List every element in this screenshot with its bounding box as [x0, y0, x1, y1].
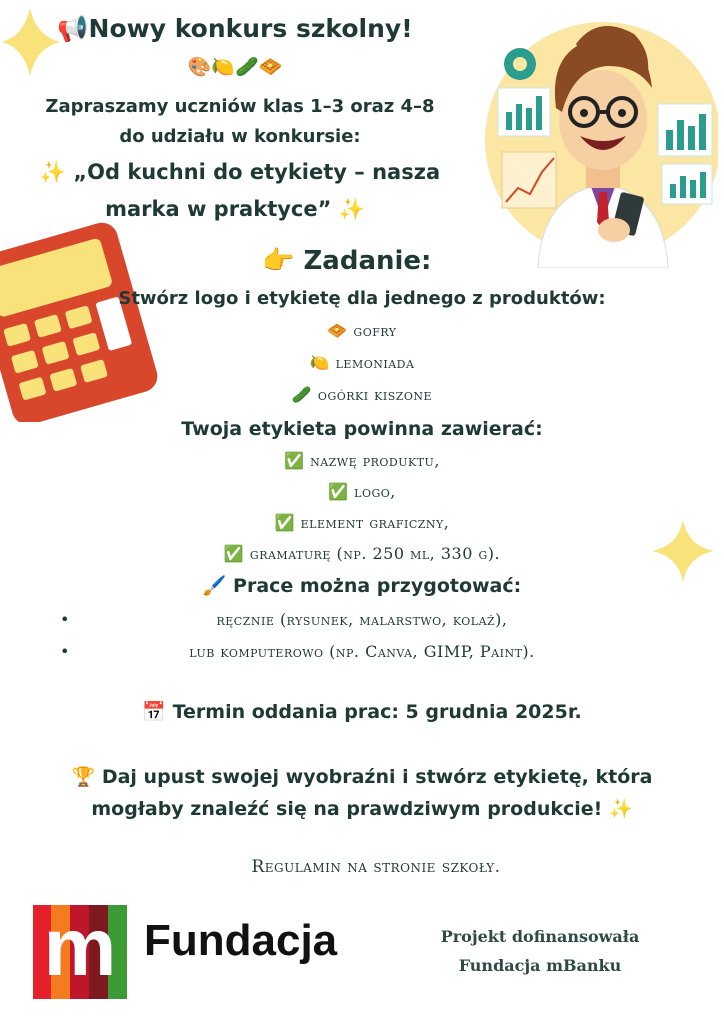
product-item: 🥒 ogórki kiszone: [291, 385, 433, 404]
rules-note: Regulamin na stronie szkoły.: [251, 857, 501, 877]
cucumber-icon: 🥒: [291, 385, 313, 404]
paintbrush-icon: 🖌️: [202, 575, 227, 597]
preparation-item: • ręcznie (rysunek, malarstwo, kolaż),: [60, 610, 508, 629]
requirements-heading: Twoja etykieta powinna zawierać:: [181, 418, 543, 440]
preparation-item: • lub komputerowo (np. Canva, GIMP, Paint).: [60, 642, 535, 661]
requirement-item: ✅ gramaturę (np. 250 ml, 330 g).: [223, 544, 501, 563]
sponsor-note: Projekt dofinansowała Fundacja mBanku: [440, 927, 640, 975]
lemon-icon: 🍋: [309, 353, 331, 372]
requirement-item: ✅ element graficzny,: [274, 513, 450, 532]
check-icon: ✅: [284, 451, 305, 470]
scientist-illustration: [478, 8, 718, 268]
trophy-icon: 🏆: [71, 766, 96, 788]
logo-letter: m: [43, 902, 117, 993]
sparkles-icon: ✨: [608, 798, 633, 820]
product-item: 🍋 lemoniada: [309, 353, 415, 372]
cta-line-2: mogłaby znaleźć się na prawdziwym produkcie! ✨: [91, 798, 633, 820]
page-title: 📢Nowy konkurs szkolny!: [57, 14, 413, 43]
calendar-icon: 📅: [142, 701, 166, 723]
sparkles-icon: ✨: [338, 197, 365, 221]
invite-line-2: do udziału w konkursie:: [119, 126, 361, 147]
megaphone-icon: 📢: [57, 14, 89, 43]
requirement-item: ✅ logo,: [328, 482, 396, 501]
waffle-icon: 🧇: [327, 321, 348, 340]
requirement-item: ✅ nazwę produktu,: [284, 451, 440, 470]
bullet: •: [60, 642, 70, 661]
emoji-row: 🎨🍋🥒🧇: [187, 56, 283, 78]
contest-name-line-2: marka w praktyce” ✨: [105, 197, 365, 221]
product-item: 🧇 gofry: [327, 321, 397, 340]
invite-line-1: Zapraszamy uczniów klas 1–3 oraz 4–8: [45, 96, 435, 117]
logo-text: Fundacja: [144, 916, 338, 965]
bullet: •: [60, 610, 70, 629]
task-heading: 👉 Zadanie:: [262, 246, 432, 276]
deadline: 📅 Termin oddania prac: 5 grudnia 2025r.: [142, 701, 582, 723]
sparkles-icon: ✨: [39, 160, 67, 184]
check-icon: ✅: [223, 544, 245, 563]
mfundacja-logo: [33, 902, 127, 999]
task-instruction: Stwórz logo i etykietę dla jednego z produktów:: [118, 288, 606, 309]
preparation-heading: 🖌️ Prace można przygotować:: [202, 575, 522, 597]
pointing-hand-icon: 👉: [262, 246, 295, 276]
check-icon: ✅: [328, 482, 349, 501]
check-icon: ✅: [274, 513, 296, 532]
cta-line-1: 🏆 Daj upust swojej wyobraźni i stwórz etykietę, która: [71, 766, 653, 788]
contest-name-line-1: ✨ „Od kuchni do etykiety – nasza: [39, 160, 441, 184]
